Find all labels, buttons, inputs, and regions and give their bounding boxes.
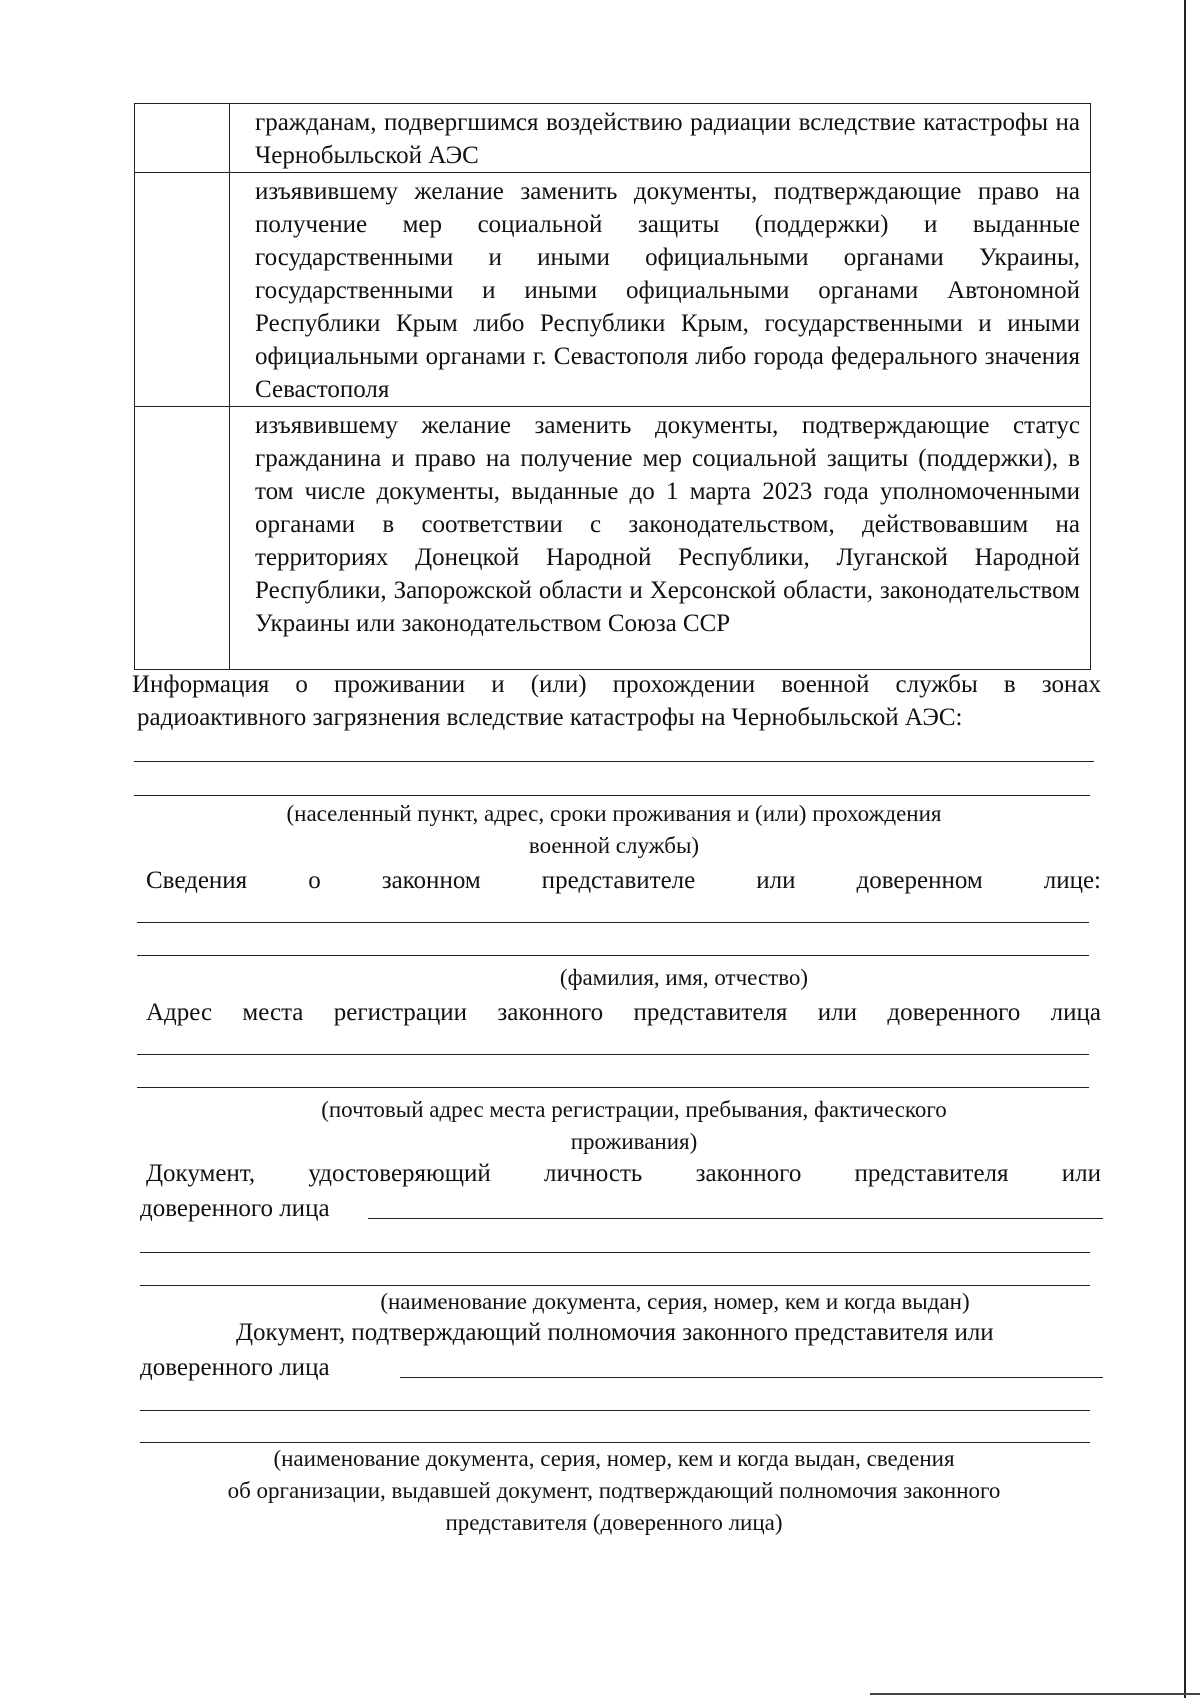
- address-caption-cont: проживания): [570, 1129, 698, 1154]
- address-input-line[interactable]: [137, 1087, 1089, 1088]
- authority-doc-label-cont: доверенного лица: [140, 1354, 330, 1381]
- chernobyl-info-label-cont: радиоактивного загрязнения вследствие катастрофы на Чернобыльской АЭС:: [137, 704, 963, 731]
- option-text-cell: [230, 173, 1091, 407]
- identity-doc-input-line[interactable]: [368, 1218, 1103, 1219]
- option-text: изъявившему желание заменить документы, подтверждающие статус гражданина и право на получение мер социальной защиты (поддержки), в том числе документы, выданные до 1 марта 2023 года уполномоченными органами в соответствии с законодательством, действовавшим на территориях Донецкой Народной Республики, Луганской Народной Республики, Запорожской области и Херсонской области, законодательством Украины или законодательством Союза ССР: [255, 412, 1080, 637]
- option-text: гражданам, подвергшимся воздействию радиации вследствие катастрофы на Чернобыльской АЭС: [255, 109, 1080, 169]
- checkbox-cell[interactable]: [135, 407, 230, 670]
- representative-caption-text: (фамилия, имя, отчество): [559, 965, 809, 990]
- authority-doc-input-line[interactable]: [400, 1377, 1103, 1378]
- address-caption: (почтовый адрес места регистрации, пребывания, фактического: [321, 1097, 947, 1122]
- option-text-cell: [230, 104, 1091, 173]
- identity-doc-label: Документ, удостоверяющий личность законного представителя или: [146, 1160, 1101, 1187]
- chernobyl-input-line[interactable]: [134, 761, 1094, 762]
- option-text: изъявившему желание заменить документы, подтверждающие право на получение мер социальной защиты (поддержки) и выданные государственными и иными официальными органами Украины, государственными и иными официальными органами Автономной Республики Крым либо Республики Крым, государственными и иными официальными органами г. Севастополя либо города федерального значения Севастополя: [255, 178, 1080, 403]
- chernobyl-caption-cont: военной службы): [528, 833, 700, 858]
- scan-edge-right: [1184, 0, 1186, 1698]
- checkbox-cell[interactable]: [135, 104, 230, 173]
- address-label: Адрес места регистрации законного представителя или доверенного лица: [146, 999, 1101, 1026]
- checkbox-cell[interactable]: [135, 173, 230, 407]
- authority-doc-caption: (наименование документа, серия, номер, кем и когда выдан, сведения: [273, 1446, 955, 1471]
- authority-doc-caption-end: представителя (доверенного лица): [445, 1510, 783, 1535]
- chernobyl-caption: (населенный пункт, адрес, сроки проживания и (или) прохождения: [286, 801, 942, 826]
- options-table: [134, 103, 1091, 670]
- authority-doc-input-line[interactable]: [140, 1410, 1090, 1411]
- scan-edge-bottom: [870, 1693, 1200, 1695]
- representative-input-line[interactable]: [137, 955, 1089, 956]
- identity-doc-label-cont: доверенного лица: [140, 1195, 330, 1222]
- table-row: [135, 407, 1091, 670]
- chernobyl-input-line[interactable]: [134, 795, 1090, 796]
- identity-doc-input-line[interactable]: [140, 1252, 1090, 1253]
- table-row: [135, 173, 1091, 407]
- address-input-line[interactable]: [137, 1054, 1089, 1055]
- identity-doc-caption: (наименование документа, серия, номер, кем и когда выдан): [380, 1289, 970, 1314]
- table-row: [135, 104, 1091, 173]
- representative-caption: [134, 962, 1200, 994]
- representative-label: Сведения о законном представителе или доверенном лице:: [146, 867, 1101, 894]
- option-text-cell: [230, 407, 1091, 670]
- authority-doc-label: Документ, подтверждающий полномочия законного представителя или: [236, 1319, 994, 1346]
- representative-input-line[interactable]: [137, 922, 1089, 923]
- chernobyl-info-label: Информация о проживании и (или) прохождении военной службы в зонах: [132, 671, 1101, 698]
- authority-doc-caption-cont: об организации, выдавшей документ, подтверждающий полномочия законного: [227, 1478, 1001, 1503]
